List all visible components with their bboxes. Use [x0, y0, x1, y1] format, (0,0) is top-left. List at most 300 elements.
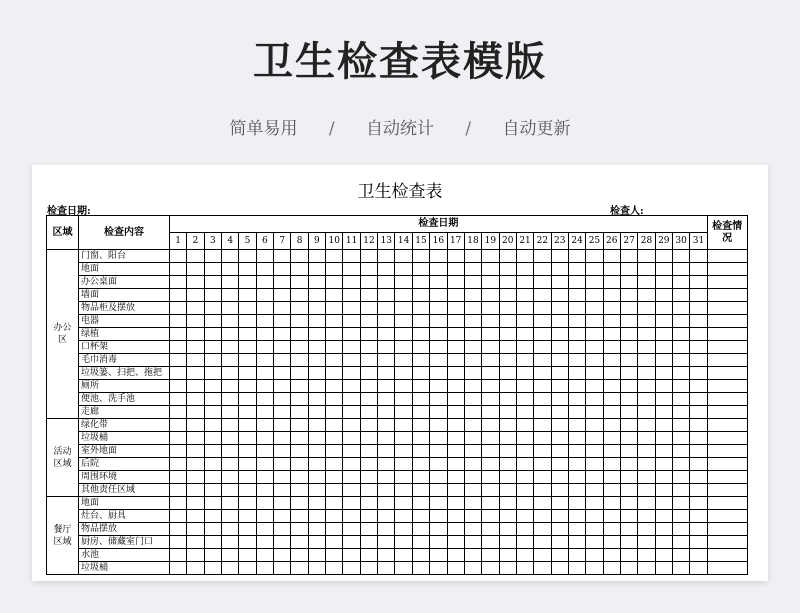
check-cell[interactable] [568, 289, 585, 302]
check-cell[interactable] [499, 562, 516, 575]
check-cell[interactable] [638, 393, 655, 406]
check-cell[interactable] [603, 484, 620, 497]
check-cell[interactable] [395, 510, 412, 523]
check-cell[interactable] [308, 393, 325, 406]
check-cell[interactable] [291, 497, 308, 510]
check-cell[interactable] [291, 419, 308, 432]
check-cell[interactable] [256, 289, 273, 302]
check-cell[interactable] [499, 354, 516, 367]
check-cell[interactable] [603, 250, 620, 263]
check-cell[interactable] [326, 406, 343, 419]
check-cell[interactable] [204, 406, 221, 419]
check-cell[interactable] [447, 471, 464, 484]
check-cell[interactable] [274, 497, 291, 510]
check-cell[interactable] [672, 393, 689, 406]
check-cell[interactable] [343, 549, 360, 562]
check-cell[interactable] [412, 523, 429, 536]
check-cell[interactable] [568, 445, 585, 458]
check-cell[interactable] [187, 263, 204, 276]
check-cell[interactable] [655, 341, 672, 354]
check-cell[interactable] [568, 458, 585, 471]
check-cell[interactable] [638, 471, 655, 484]
check-cell[interactable] [326, 510, 343, 523]
check-cell[interactable] [464, 263, 481, 276]
check-cell[interactable] [655, 302, 672, 315]
check-cell[interactable] [412, 315, 429, 328]
check-cell[interactable] [170, 497, 187, 510]
check-cell[interactable] [672, 380, 689, 393]
check-cell[interactable] [360, 315, 377, 328]
check-cell[interactable] [603, 289, 620, 302]
check-cell[interactable] [464, 549, 481, 562]
check-cell[interactable] [464, 315, 481, 328]
check-cell[interactable] [239, 250, 256, 263]
check-cell[interactable] [412, 367, 429, 380]
check-cell[interactable] [551, 458, 568, 471]
check-cell[interactable] [326, 393, 343, 406]
check-cell[interactable] [586, 328, 603, 341]
check-cell[interactable] [274, 562, 291, 575]
check-cell[interactable] [343, 562, 360, 575]
result-cell[interactable] [707, 263, 747, 276]
check-cell[interactable] [239, 497, 256, 510]
check-cell[interactable] [256, 276, 273, 289]
check-cell[interactable] [430, 315, 447, 328]
check-cell[interactable] [360, 367, 377, 380]
check-cell[interactable] [603, 445, 620, 458]
check-cell[interactable] [638, 445, 655, 458]
check-cell[interactable] [655, 250, 672, 263]
check-cell[interactable] [343, 471, 360, 484]
check-cell[interactable] [603, 497, 620, 510]
check-cell[interactable] [274, 536, 291, 549]
check-cell[interactable] [464, 328, 481, 341]
check-cell[interactable] [239, 536, 256, 549]
check-cell[interactable] [187, 341, 204, 354]
check-cell[interactable] [326, 315, 343, 328]
check-cell[interactable] [187, 250, 204, 263]
check-cell[interactable] [464, 484, 481, 497]
check-cell[interactable] [187, 536, 204, 549]
check-cell[interactable] [620, 328, 637, 341]
result-cell[interactable] [707, 549, 747, 562]
check-cell[interactable] [308, 419, 325, 432]
check-cell[interactable] [482, 328, 499, 341]
check-cell[interactable] [430, 263, 447, 276]
check-cell[interactable] [620, 432, 637, 445]
check-cell[interactable] [395, 406, 412, 419]
check-cell[interactable] [672, 250, 689, 263]
check-cell[interactable] [568, 510, 585, 523]
check-cell[interactable] [430, 523, 447, 536]
check-cell[interactable] [274, 458, 291, 471]
check-cell[interactable] [378, 523, 395, 536]
check-cell[interactable] [222, 367, 239, 380]
check-cell[interactable] [291, 536, 308, 549]
check-cell[interactable] [551, 380, 568, 393]
check-cell[interactable] [499, 263, 516, 276]
check-cell[interactable] [672, 367, 689, 380]
check-cell[interactable] [239, 367, 256, 380]
check-cell[interactable] [482, 341, 499, 354]
check-cell[interactable] [655, 367, 672, 380]
check-cell[interactable] [430, 302, 447, 315]
check-cell[interactable] [672, 341, 689, 354]
check-cell[interactable] [499, 510, 516, 523]
check-cell[interactable] [586, 549, 603, 562]
check-cell[interactable] [395, 380, 412, 393]
check-cell[interactable] [360, 471, 377, 484]
check-cell[interactable] [291, 393, 308, 406]
check-cell[interactable] [690, 302, 707, 315]
check-cell[interactable] [170, 341, 187, 354]
check-cell[interactable] [187, 289, 204, 302]
check-cell[interactable] [291, 471, 308, 484]
check-cell[interactable] [586, 562, 603, 575]
check-cell[interactable] [170, 419, 187, 432]
check-cell[interactable] [620, 250, 637, 263]
check-cell[interactable] [308, 445, 325, 458]
check-cell[interactable] [187, 302, 204, 315]
check-cell[interactable] [326, 380, 343, 393]
check-cell[interactable] [586, 471, 603, 484]
check-cell[interactable] [204, 484, 221, 497]
check-cell[interactable] [170, 471, 187, 484]
check-cell[interactable] [360, 432, 377, 445]
check-cell[interactable] [360, 289, 377, 302]
check-cell[interactable] [672, 315, 689, 328]
check-cell[interactable] [551, 315, 568, 328]
check-cell[interactable] [534, 406, 551, 419]
check-cell[interactable] [516, 367, 533, 380]
check-cell[interactable] [239, 432, 256, 445]
check-cell[interactable] [412, 393, 429, 406]
check-cell[interactable] [464, 380, 481, 393]
check-cell[interactable] [291, 458, 308, 471]
check-cell[interactable] [204, 302, 221, 315]
check-cell[interactable] [447, 406, 464, 419]
check-cell[interactable] [672, 562, 689, 575]
check-cell[interactable] [620, 276, 637, 289]
check-cell[interactable] [360, 484, 377, 497]
check-cell[interactable] [690, 523, 707, 536]
check-cell[interactable] [360, 380, 377, 393]
check-cell[interactable] [360, 328, 377, 341]
check-cell[interactable] [170, 484, 187, 497]
check-cell[interactable] [464, 341, 481, 354]
check-cell[interactable] [204, 276, 221, 289]
check-cell[interactable] [586, 523, 603, 536]
check-cell[interactable] [482, 549, 499, 562]
check-cell[interactable] [672, 536, 689, 549]
check-cell[interactable] [170, 458, 187, 471]
check-cell[interactable] [378, 562, 395, 575]
check-cell[interactable] [620, 445, 637, 458]
check-cell[interactable] [516, 276, 533, 289]
check-cell[interactable] [690, 263, 707, 276]
check-cell[interactable] [586, 341, 603, 354]
check-cell[interactable] [638, 419, 655, 432]
check-cell[interactable] [603, 549, 620, 562]
check-cell[interactable] [308, 471, 325, 484]
check-cell[interactable] [499, 432, 516, 445]
check-cell[interactable] [603, 354, 620, 367]
check-cell[interactable] [586, 354, 603, 367]
check-cell[interactable] [551, 328, 568, 341]
check-cell[interactable] [326, 302, 343, 315]
check-cell[interactable] [204, 367, 221, 380]
check-cell[interactable] [482, 458, 499, 471]
check-cell[interactable] [690, 289, 707, 302]
check-cell[interactable] [464, 445, 481, 458]
check-cell[interactable] [603, 523, 620, 536]
check-cell[interactable] [447, 562, 464, 575]
check-cell[interactable] [204, 432, 221, 445]
check-cell[interactable] [638, 562, 655, 575]
check-cell[interactable] [638, 328, 655, 341]
check-cell[interactable] [603, 419, 620, 432]
check-cell[interactable] [378, 380, 395, 393]
check-cell[interactable] [638, 276, 655, 289]
check-cell[interactable] [412, 263, 429, 276]
check-cell[interactable] [187, 380, 204, 393]
check-cell[interactable] [326, 354, 343, 367]
check-cell[interactable] [360, 562, 377, 575]
check-cell[interactable] [291, 250, 308, 263]
check-cell[interactable] [239, 380, 256, 393]
check-cell[interactable] [447, 328, 464, 341]
check-cell[interactable] [447, 354, 464, 367]
check-cell[interactable] [430, 549, 447, 562]
check-cell[interactable] [291, 263, 308, 276]
check-cell[interactable] [655, 536, 672, 549]
check-cell[interactable] [534, 289, 551, 302]
check-cell[interactable] [170, 367, 187, 380]
check-cell[interactable] [516, 562, 533, 575]
check-cell[interactable] [620, 315, 637, 328]
check-cell[interactable] [534, 341, 551, 354]
check-cell[interactable] [655, 523, 672, 536]
check-cell[interactable] [568, 523, 585, 536]
check-cell[interactable] [170, 354, 187, 367]
check-cell[interactable] [620, 497, 637, 510]
check-cell[interactable] [586, 380, 603, 393]
check-cell[interactable] [187, 354, 204, 367]
check-cell[interactable] [395, 458, 412, 471]
check-cell[interactable] [551, 523, 568, 536]
check-cell[interactable] [534, 276, 551, 289]
check-cell[interactable] [690, 497, 707, 510]
check-cell[interactable] [447, 263, 464, 276]
check-cell[interactable] [516, 523, 533, 536]
check-cell[interactable] [378, 471, 395, 484]
check-cell[interactable] [620, 354, 637, 367]
check-cell[interactable] [412, 510, 429, 523]
check-cell[interactable] [170, 289, 187, 302]
check-cell[interactable] [170, 523, 187, 536]
check-cell[interactable] [274, 432, 291, 445]
check-cell[interactable] [187, 419, 204, 432]
check-cell[interactable] [603, 393, 620, 406]
check-cell[interactable] [551, 406, 568, 419]
check-cell[interactable] [464, 289, 481, 302]
result-cell[interactable] [707, 302, 747, 315]
check-cell[interactable] [447, 549, 464, 562]
check-cell[interactable] [482, 497, 499, 510]
check-cell[interactable] [586, 302, 603, 315]
check-cell[interactable] [222, 328, 239, 341]
check-cell[interactable] [586, 510, 603, 523]
check-cell[interactable] [204, 562, 221, 575]
check-cell[interactable] [170, 393, 187, 406]
check-cell[interactable] [655, 263, 672, 276]
check-cell[interactable] [568, 302, 585, 315]
check-cell[interactable] [499, 367, 516, 380]
result-cell[interactable] [707, 471, 747, 484]
check-cell[interactable] [551, 263, 568, 276]
check-cell[interactable] [447, 289, 464, 302]
check-cell[interactable] [690, 536, 707, 549]
check-cell[interactable] [291, 523, 308, 536]
check-cell[interactable] [326, 341, 343, 354]
check-cell[interactable] [672, 510, 689, 523]
check-cell[interactable] [222, 302, 239, 315]
check-cell[interactable] [464, 536, 481, 549]
check-cell[interactable] [256, 523, 273, 536]
check-cell[interactable] [170, 432, 187, 445]
check-cell[interactable] [655, 484, 672, 497]
check-cell[interactable] [412, 484, 429, 497]
check-cell[interactable] [395, 289, 412, 302]
check-cell[interactable] [690, 562, 707, 575]
check-cell[interactable] [586, 393, 603, 406]
check-cell[interactable] [239, 471, 256, 484]
check-cell[interactable] [170, 536, 187, 549]
check-cell[interactable] [499, 484, 516, 497]
check-cell[interactable] [291, 549, 308, 562]
result-cell[interactable] [707, 523, 747, 536]
check-cell[interactable] [672, 471, 689, 484]
check-cell[interactable] [308, 276, 325, 289]
check-cell[interactable] [482, 510, 499, 523]
check-cell[interactable] [395, 302, 412, 315]
result-cell[interactable] [707, 536, 747, 549]
result-cell[interactable] [707, 510, 747, 523]
check-cell[interactable] [239, 354, 256, 367]
check-cell[interactable] [378, 458, 395, 471]
check-cell[interactable] [430, 471, 447, 484]
check-cell[interactable] [638, 250, 655, 263]
check-cell[interactable] [343, 276, 360, 289]
check-cell[interactable] [430, 250, 447, 263]
result-cell[interactable] [707, 458, 747, 471]
check-cell[interactable] [620, 302, 637, 315]
result-cell[interactable] [707, 419, 747, 432]
check-cell[interactable] [516, 380, 533, 393]
check-cell[interactable] [239, 445, 256, 458]
check-cell[interactable] [412, 302, 429, 315]
check-cell[interactable] [239, 562, 256, 575]
check-cell[interactable] [568, 367, 585, 380]
check-cell[interactable] [256, 263, 273, 276]
check-cell[interactable] [672, 419, 689, 432]
check-cell[interactable] [412, 276, 429, 289]
check-cell[interactable] [534, 393, 551, 406]
check-cell[interactable] [551, 367, 568, 380]
check-cell[interactable] [256, 445, 273, 458]
check-cell[interactable] [672, 484, 689, 497]
check-cell[interactable] [586, 276, 603, 289]
result-cell[interactable] [707, 315, 747, 328]
check-cell[interactable] [551, 484, 568, 497]
check-cell[interactable] [482, 432, 499, 445]
check-cell[interactable] [170, 406, 187, 419]
check-cell[interactable] [239, 328, 256, 341]
check-cell[interactable] [256, 471, 273, 484]
check-cell[interactable] [360, 445, 377, 458]
check-cell[interactable] [308, 497, 325, 510]
check-cell[interactable] [568, 484, 585, 497]
check-cell[interactable] [256, 549, 273, 562]
check-cell[interactable] [672, 263, 689, 276]
check-cell[interactable] [568, 328, 585, 341]
check-cell[interactable] [187, 276, 204, 289]
check-cell[interactable] [308, 510, 325, 523]
check-cell[interactable] [534, 419, 551, 432]
check-cell[interactable] [690, 445, 707, 458]
check-cell[interactable] [482, 562, 499, 575]
check-cell[interactable] [204, 471, 221, 484]
check-cell[interactable] [655, 419, 672, 432]
check-cell[interactable] [430, 341, 447, 354]
check-cell[interactable] [274, 380, 291, 393]
check-cell[interactable] [568, 562, 585, 575]
check-cell[interactable] [482, 393, 499, 406]
check-cell[interactable] [620, 562, 637, 575]
check-cell[interactable] [551, 302, 568, 315]
check-cell[interactable] [430, 276, 447, 289]
check-cell[interactable] [430, 510, 447, 523]
check-cell[interactable] [690, 458, 707, 471]
check-cell[interactable] [499, 406, 516, 419]
check-cell[interactable] [274, 549, 291, 562]
check-cell[interactable] [672, 354, 689, 367]
check-cell[interactable] [482, 523, 499, 536]
check-cell[interactable] [586, 289, 603, 302]
check-cell[interactable] [378, 549, 395, 562]
result-cell[interactable] [707, 393, 747, 406]
check-cell[interactable] [551, 393, 568, 406]
check-cell[interactable] [586, 250, 603, 263]
check-cell[interactable] [690, 367, 707, 380]
check-cell[interactable] [378, 263, 395, 276]
check-cell[interactable] [326, 250, 343, 263]
check-cell[interactable] [655, 562, 672, 575]
check-cell[interactable] [291, 432, 308, 445]
check-cell[interactable] [170, 445, 187, 458]
check-cell[interactable] [551, 276, 568, 289]
check-cell[interactable] [551, 510, 568, 523]
check-cell[interactable] [568, 354, 585, 367]
check-cell[interactable] [187, 458, 204, 471]
check-cell[interactable] [256, 406, 273, 419]
check-cell[interactable] [412, 458, 429, 471]
check-cell[interactable] [343, 263, 360, 276]
check-cell[interactable] [672, 445, 689, 458]
check-cell[interactable] [690, 354, 707, 367]
check-cell[interactable] [360, 549, 377, 562]
check-cell[interactable] [430, 484, 447, 497]
